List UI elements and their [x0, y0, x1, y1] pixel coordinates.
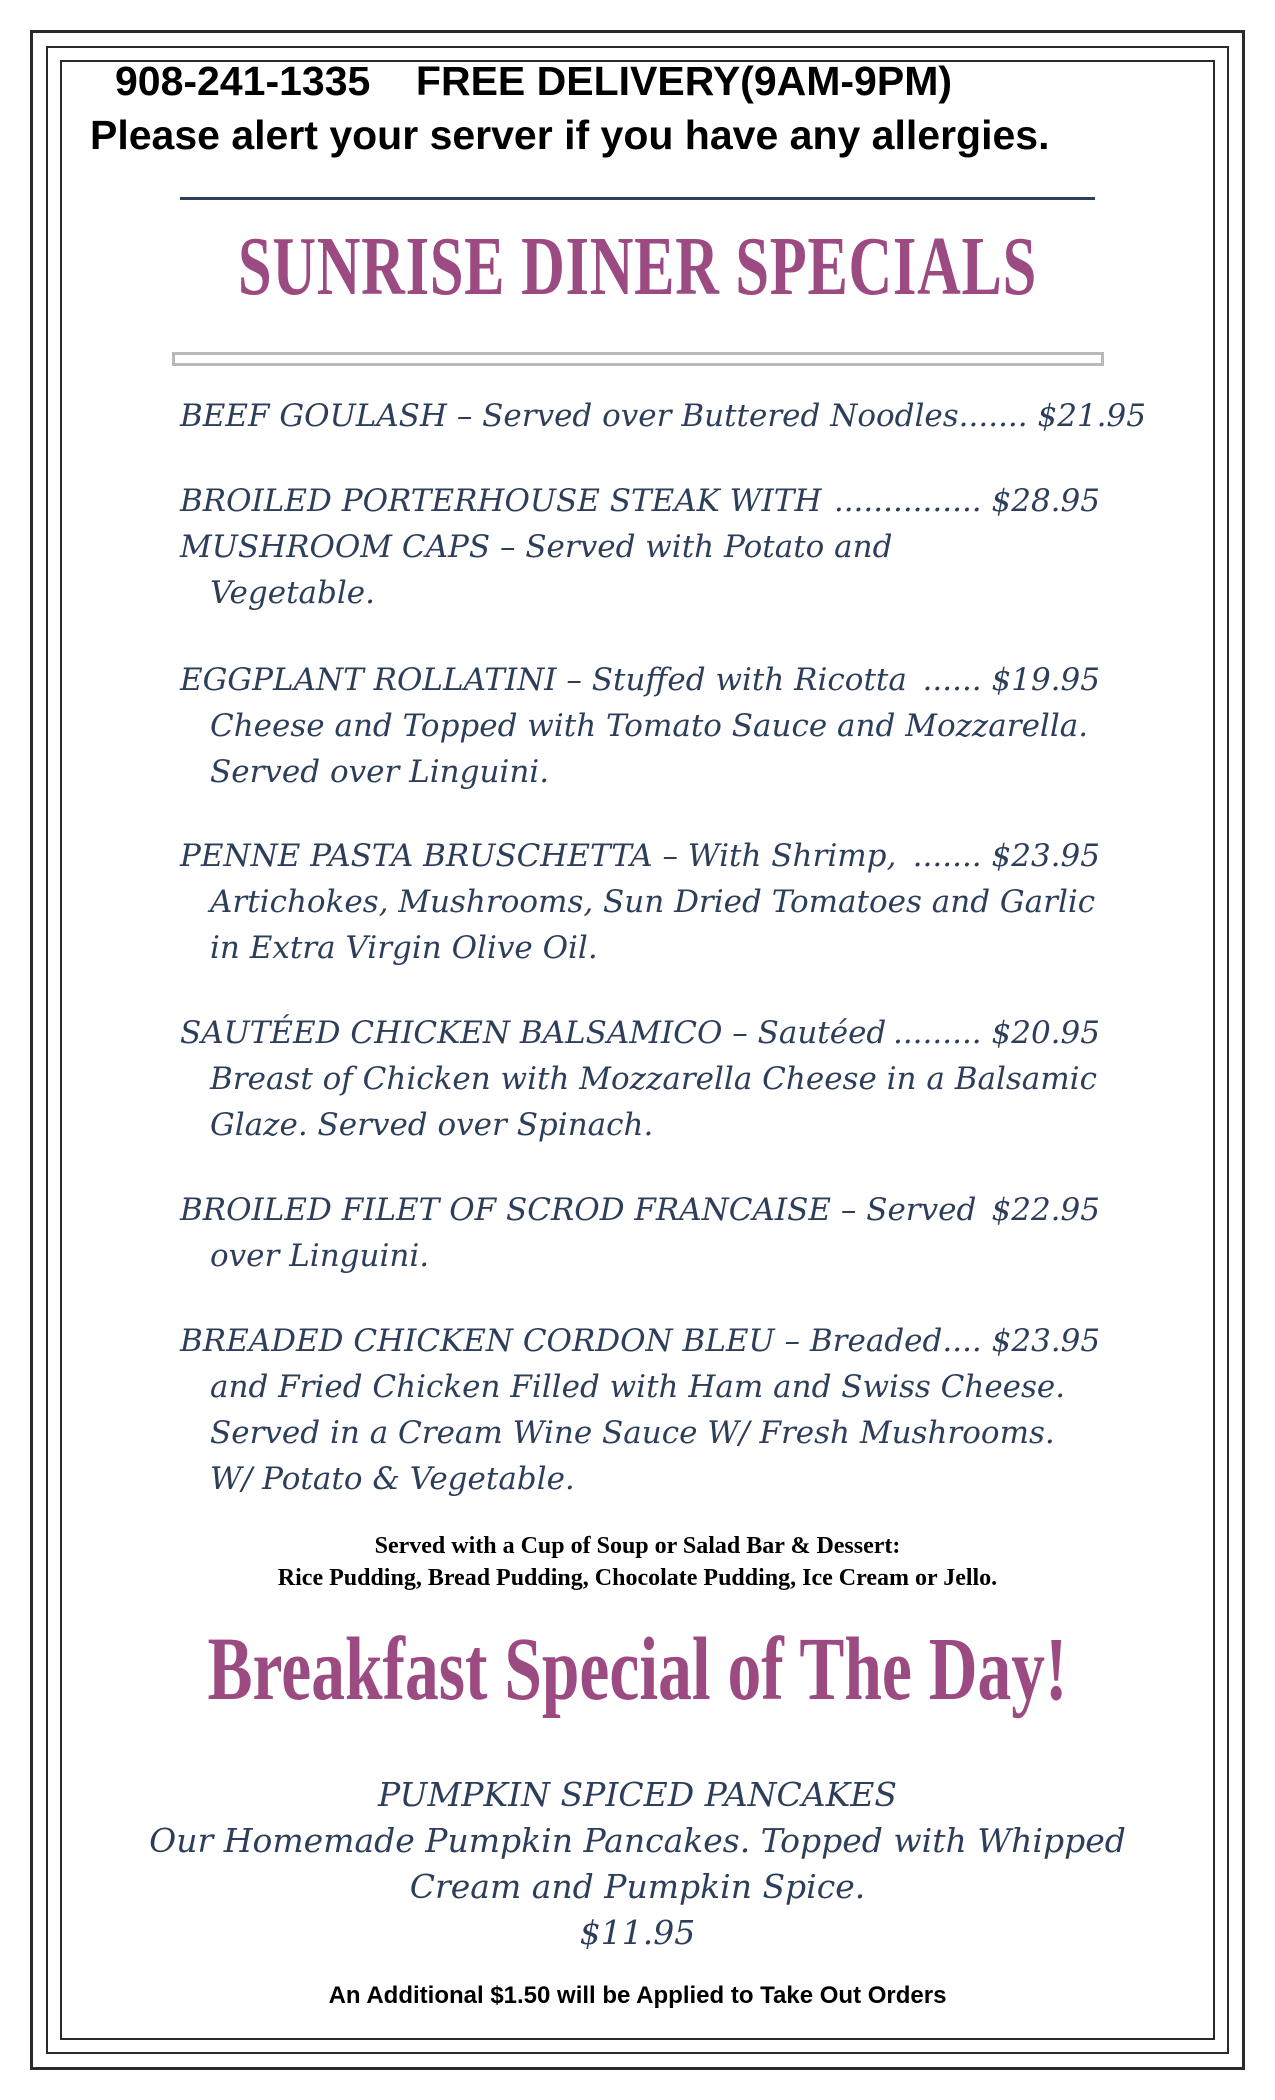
item-desc: – Served: [840, 1192, 977, 1228]
specials-title: SUNRISE DINER SPECIALS: [238, 220, 1037, 313]
item-desc: – Served over Buttered Noodles.: [456, 398, 969, 434]
item-price: $21.95: [1037, 398, 1146, 434]
price-leader: .........: [892, 1015, 982, 1051]
breakfast-desc-line: Our Homemade Pumpkin Pancakes. Topped with Whipped: [149, 1821, 1126, 1860]
item-desc: – Stuffed with Ricotta: [566, 662, 907, 698]
item-desc: – With Shrimp,: [662, 838, 897, 874]
price-leader: ......: [922, 662, 982, 698]
item-desc-line: Served over Linguini.: [210, 754, 550, 790]
menu-item-cordon-bleu: [180, 1318, 1100, 1502]
price-leader: ...............: [833, 483, 982, 519]
price-leader: ......: [968, 398, 1028, 434]
menu-item-chicken-balsamico: [180, 1010, 1100, 1148]
item-name: BEEF GOULASH: [180, 398, 447, 434]
item-desc-line: Vegetable.: [210, 575, 375, 611]
menu-item-penne-bruschetta: [180, 833, 1100, 971]
item-price: $20.95: [991, 1015, 1100, 1051]
delivery-info: FREE DELIVERY(9AM-9PM): [415, 58, 953, 104]
item-name: BREADED CHICKEN CORDON BLEU: [180, 1323, 775, 1359]
item-desc-line: Cheese and Topped with Tomato Sauce and Mozzarella.: [210, 708, 1089, 744]
item-price: $22.95: [991, 1192, 1100, 1228]
breakfast-item-name: PUMPKIN SPICED PANCAKES: [378, 1775, 897, 1814]
item-name: BROILED PORTERHOUSE STEAK WITH: [180, 483, 822, 519]
title-divider-bar: [172, 352, 1104, 366]
item-name: SAUTÉED CHICKEN BALSAMICO: [180, 1015, 723, 1051]
menu-item-eggplant-rollatini: [180, 657, 1100, 795]
item-price: $28.95: [991, 483, 1100, 519]
item-name: PENNE PASTA BRUSCHETTA: [180, 838, 653, 874]
item-price: $19.95: [991, 662, 1100, 698]
item-desc-line: Glaze. Served over Spinach.: [210, 1107, 654, 1143]
breakfast-title: Breakfast Special of The Day!: [207, 1620, 1068, 1719]
item-desc-line: MUSHROOM CAPS – Served with Potato and: [180, 529, 893, 565]
breakfast-price: $11.95: [579, 1913, 696, 1952]
item-desc-line: Served in a Cream Wine Sauce W/ Fresh Mushrooms.: [210, 1415, 1055, 1451]
item-price: $23.95: [991, 838, 1100, 874]
dessert-options-line: Rice Pudding, Bread Pudding, Chocolate Pudding, Ice Cream or Jello.: [277, 1565, 998, 1591]
served-with-note: [0, 1530, 1275, 1594]
item-name: BROILED FILET OF SCROD FRANCAISE: [180, 1192, 831, 1228]
item-desc-line: over Linguini.: [210, 1238, 430, 1274]
menu-item-scrod-francaise: [180, 1187, 1100, 1279]
item-desc: – Sautéed: [732, 1015, 887, 1051]
item-desc-line: Artichokes, Mushrooms, Sun Dried Tomatoes and Garlic: [210, 884, 1096, 920]
item-desc-line: and Fried Chicken Filled with Ham and Swiss Cheese.: [210, 1369, 1066, 1405]
item-desc-line: Breast of Chicken with Mozzarella Cheese in a Balsamic: [210, 1061, 1097, 1097]
menu-item-beef-goulash: [180, 393, 1146, 439]
breakfast-desc-line: Cream and Pumpkin Spice.: [409, 1867, 866, 1906]
price-leader: .......: [912, 838, 982, 874]
item-name: EGGPLANT ROLLATINI: [180, 662, 557, 698]
item-desc-line: W/ Potato & Vegetable.: [210, 1461, 575, 1497]
item-desc: – Breaded: [784, 1323, 943, 1359]
allergy-notice: Please alert your server if you have any allergies.: [90, 112, 1050, 158]
menu-item-porterhouse-steak: [180, 478, 1100, 616]
item-desc-line: in Extra Virgin Olive Oil.: [210, 930, 598, 966]
takeout-note: An Additional $1.50 will be Applied to Take Out Orders: [328, 1982, 947, 2009]
item-price: $23.95: [991, 1323, 1101, 1359]
phone-delivery-line: [115, 58, 952, 105]
phone-number: 908-241-1335: [115, 58, 371, 104]
price-leader: ....: [942, 1323, 982, 1359]
top-divider: [180, 197, 1095, 200]
served-with-line: Served with a Cup of Soup or Salad Bar & Dessert:: [374, 1533, 901, 1559]
